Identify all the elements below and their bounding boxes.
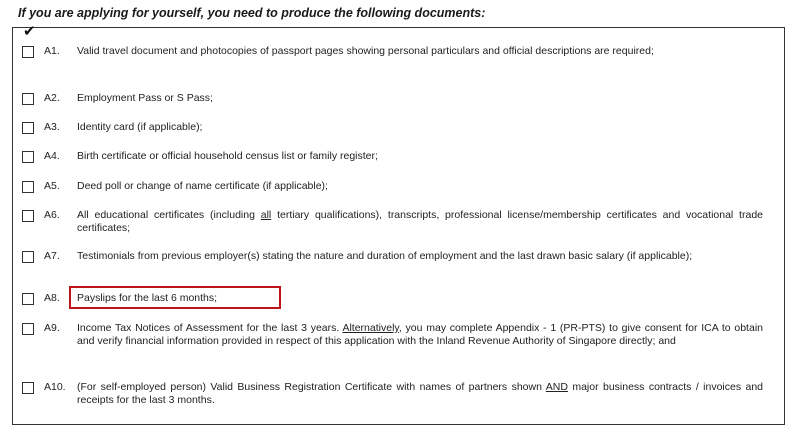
item-code: A1. — [44, 45, 60, 57]
documents-checklist — [12, 23, 785, 425]
page-heading: If you are applying for yourself, you need to produce the following documents: — [18, 6, 486, 20]
item-text: All educational certificates (including all tertiary qualifications), transcripts, professional license/membership certificates and vocational trade certificates; — [77, 209, 763, 234]
highlight-box-a8 — [69, 286, 281, 309]
checkbox-a5[interactable] — [22, 181, 34, 193]
item-text: Payslips for the last 6 months; — [77, 292, 218, 304]
item-code: A6. — [44, 209, 60, 221]
item-code: A7. — [44, 250, 60, 262]
item-code: A4. — [44, 150, 60, 162]
checkbox-a8[interactable] — [22, 293, 34, 305]
item-text: Valid travel document and photocopies of passport pages showing personal particulars and official descriptions are required; — [77, 45, 654, 57]
item-text: (For self-employed person) Valid Business Registration Certificate with names of partners shown AND major business contracts / invoices and receipts for the last 3 months. — [77, 381, 764, 406]
checkbox-a7[interactable] — [22, 251, 34, 263]
item-text: Birth certificate or official household census list or family register; — [77, 150, 378, 162]
item-code: A2. — [44, 92, 60, 104]
item-code: A8. — [44, 292, 60, 304]
checkbox-a10[interactable] — [22, 382, 34, 394]
item-code: A5. — [44, 180, 60, 192]
checkmark-icon: ✔ — [23, 23, 36, 40]
item-text: Deed poll or change of name certificate (if applicable); — [77, 180, 328, 192]
checkbox-a9[interactable] — [22, 323, 34, 335]
checkbox-a2[interactable] — [22, 93, 34, 105]
item-code: A3. — [44, 121, 60, 133]
item-text: Identity card (if applicable); — [77, 121, 203, 133]
checkbox-a6[interactable] — [22, 210, 34, 222]
checkbox-a4[interactable] — [22, 151, 34, 163]
item-code: A9. — [44, 322, 60, 334]
item-text: Testimonials from previous employer(s) stating the nature and duration of employment and the last drawn basic salary (if applicable); — [77, 250, 693, 262]
item-text: Employment Pass or S Pass; — [77, 92, 213, 104]
item-text: Income Tax Notices of Assessment for the last 3 years. Alternatively, you may complete Appendix - 1 (PR-PTS) to give consent for ICA to obtain and verify financial information provided in respect of this application with the Inland Revenue Authority of Singapore directly; and — [77, 322, 763, 347]
item-code: A10. — [44, 381, 66, 393]
checkbox-a3[interactable] — [22, 122, 34, 134]
checkbox-a1[interactable] — [22, 46, 34, 58]
